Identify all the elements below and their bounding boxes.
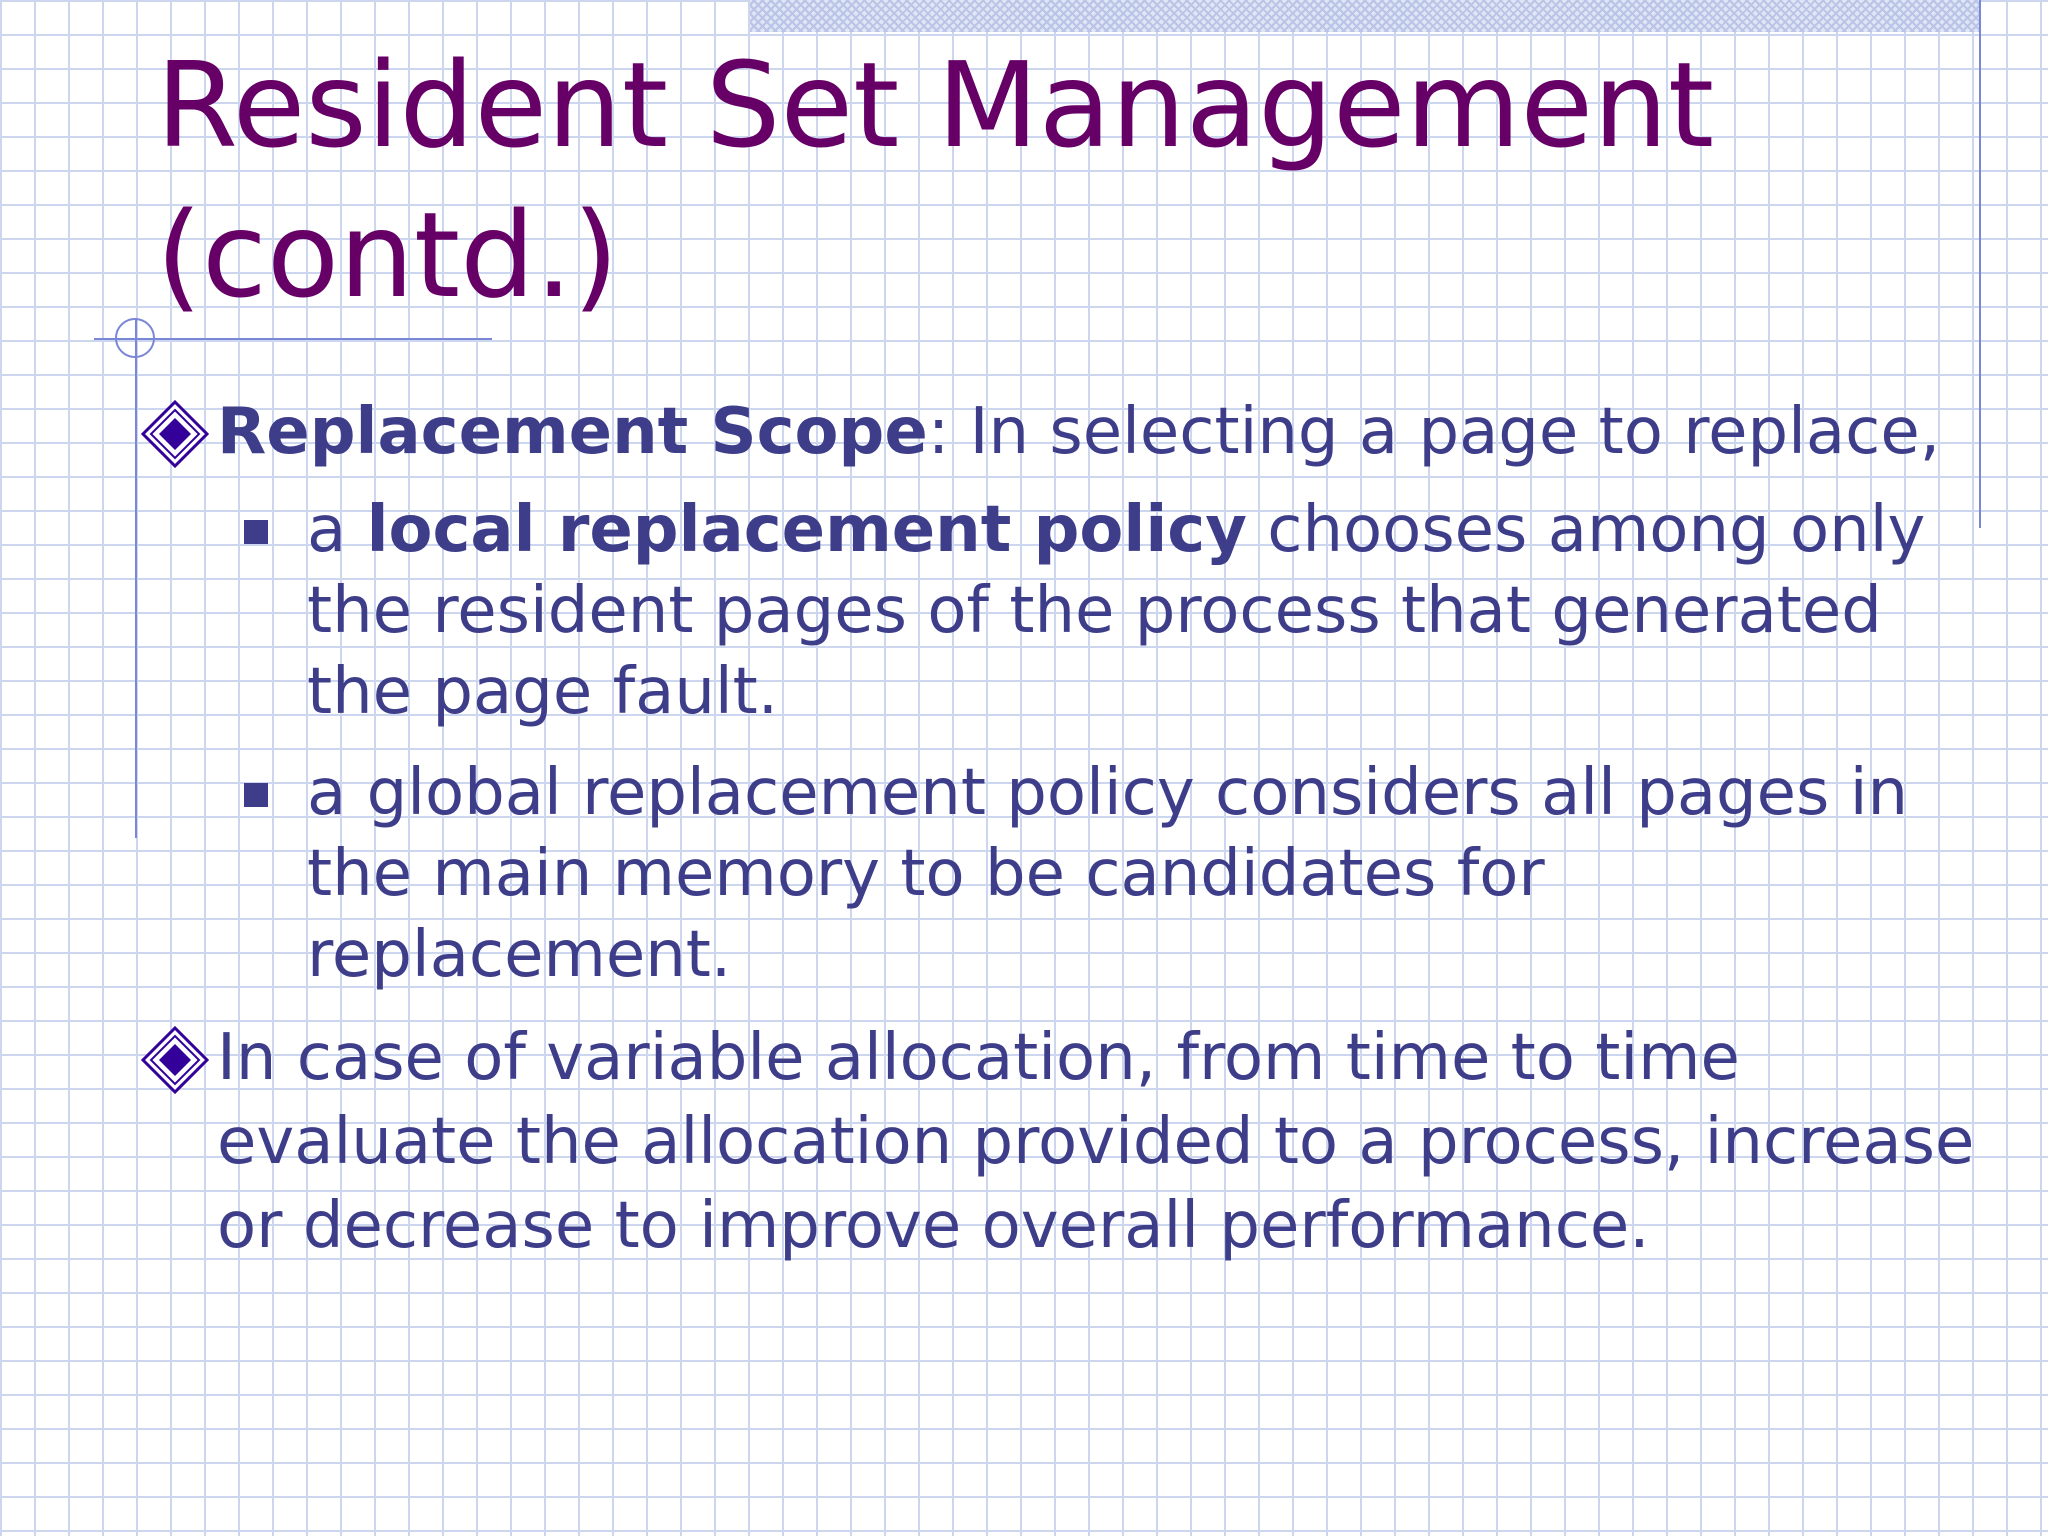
- sub-bullet-global-policy: [307, 753, 1967, 996]
- bullet-variable-allocation: [217, 1016, 1977, 1268]
- diamond-bullet-icon: [141, 1026, 209, 1094]
- bullet-bold-term: Replacement Scope: [217, 395, 928, 469]
- sub-bullet-bold-term: local replacement policy: [366, 493, 1247, 567]
- bullet-text: In case of variable allocation, from time to time evaluate the allocation provided to a process, increase or decrease to improve overall performance.: [217, 1021, 1975, 1263]
- sub-bullet-local-policy: [307, 490, 1967, 733]
- sub-bullet-prefix: a: [307, 493, 367, 567]
- diamond-bullet-icon: [141, 400, 209, 468]
- sub-bullet-text: chooses among only the resident pages of the process that generated the page fault.: [307, 493, 1926, 729]
- bullet-replacement-scope: [217, 390, 1977, 474]
- sub-bullet-text: a global replacement policy considers all pages in the main memory to be candidates for replacement.: [307, 756, 1909, 992]
- square-bullet-icon: [244, 783, 268, 807]
- square-bullet-icon: [244, 520, 268, 544]
- slide-title: Resident Set Management (contd.): [156, 36, 1715, 324]
- bullet-text: : In selecting a page to replace,: [927, 395, 1941, 469]
